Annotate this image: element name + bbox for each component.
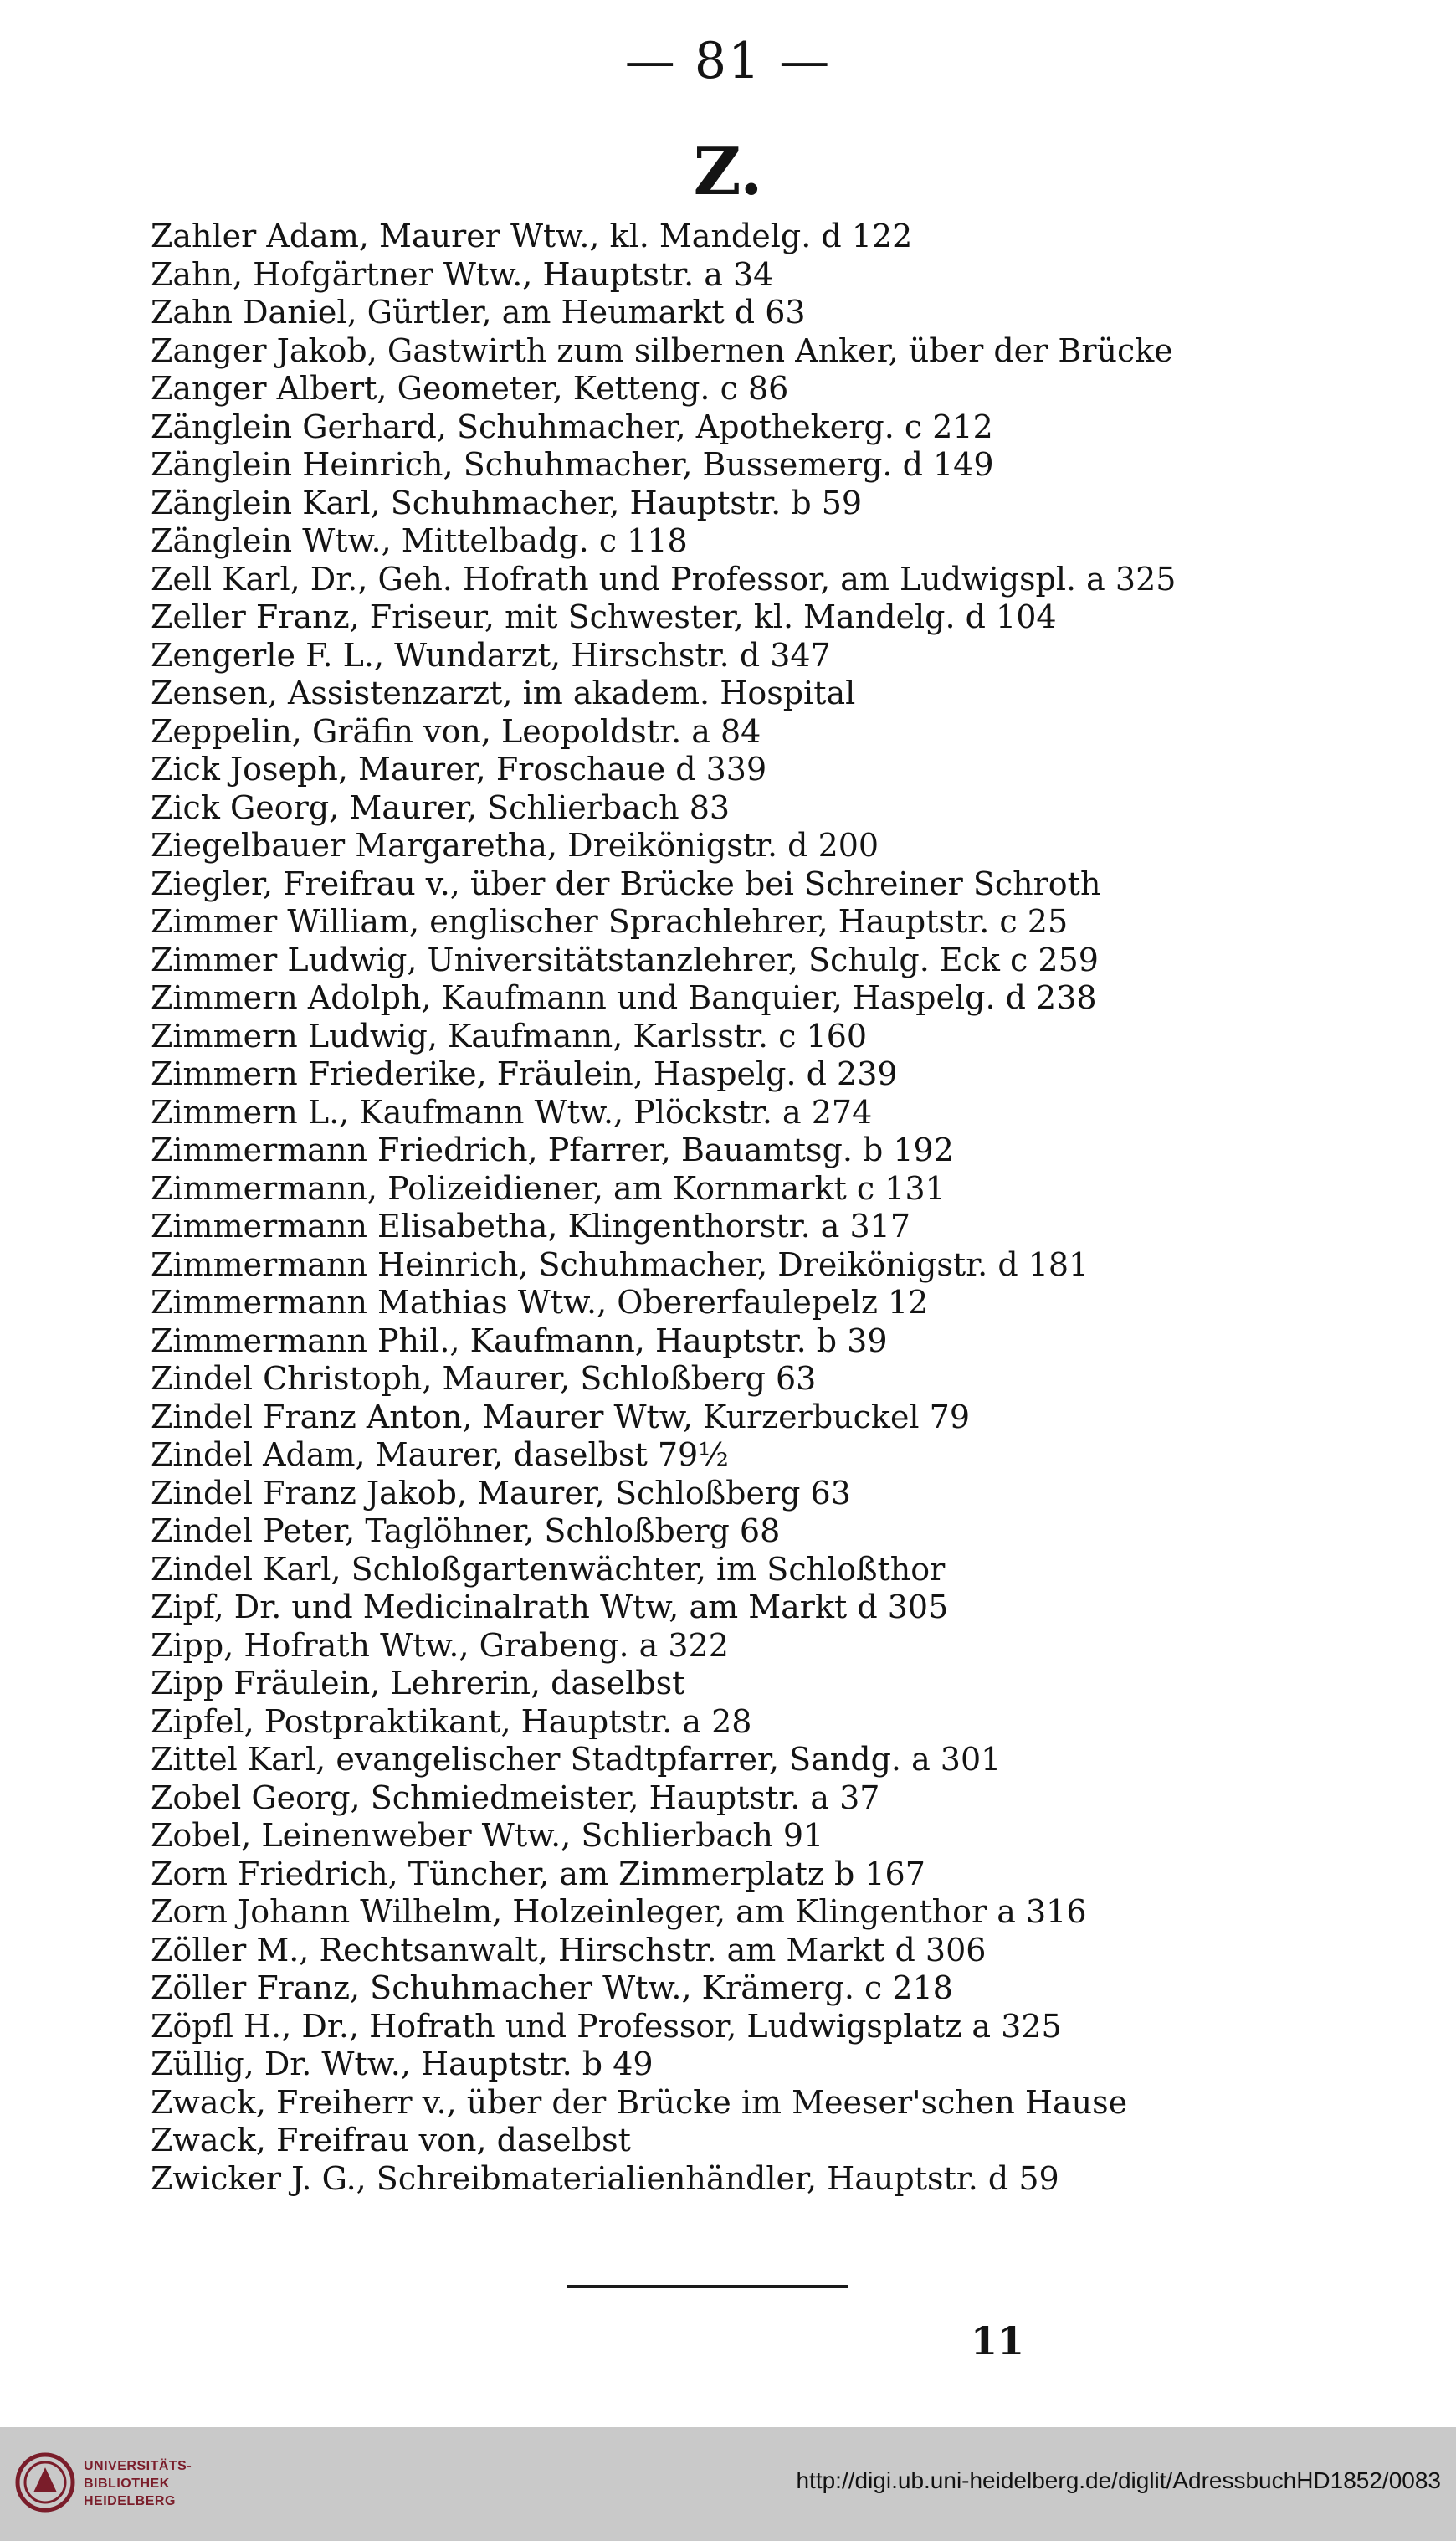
directory-entry: Zanger Albert, Geometer, Ketteng. c 86 <box>151 370 789 407</box>
directory-entry: Zobel Georg, Schmiedmeister, Hauptstr. a 37 <box>151 1779 880 1816</box>
directory-entry: Zeller Franz, Friseur, mit Schwester, kl. Mandelg. d 104 <box>151 598 1057 635</box>
directory-entry: Zimmern Friederike, Fräulein, Haspelg. d 239 <box>151 1055 898 1092</box>
directory-entry: Zindel Karl, Schloßgartenwächter, im Schloßthor <box>151 1550 946 1588</box>
directory-entry: Zimmer Ludwig, Universitätstanzlehrer, Schulg. Eck c 259 <box>151 941 1099 978</box>
directory-entry: Zänglein Heinrich, Schuhmacher, Bussemerg. d 149 <box>151 446 994 483</box>
directory-entry: Zindel Franz Anton, Maurer Wtw, Kurzerbuckel 79 <box>151 1398 971 1435</box>
directory-entry: Ziegelbauer Margaretha, Dreikönigstr. d 200 <box>151 827 879 864</box>
directory-entry: Zänglein Karl, Schuhmacher, Hauptstr. b 59 <box>151 484 863 521</box>
directory-entry: Zipf, Dr. und Medicinalrath Wtw, am Markt d 305 <box>151 1589 949 1625</box>
directory-entry: Zittel Karl, evangelischer Stadtpfarrer, Sandg. a 301 <box>151 1741 1002 1778</box>
directory-entry: Zipp, Hofrath Wtw., Grabeng. a 322 <box>151 1626 729 1664</box>
directory-entry: Zindel Franz Jakob, Maurer, Schloßberg 63 <box>151 1474 851 1512</box>
directory-entry: Zell Karl, Dr., Geh. Hofrath und Professor, am Ludwigspl. a 325 <box>151 560 1177 598</box>
directory-entry: Zipp Fräulein, Lehrerin, daselbst <box>151 1665 685 1702</box>
directory-entry: Zimmern Adolph, Kaufmann und Banquier, Haspelg. d 238 <box>151 979 1097 1016</box>
directory-entry: Zensen, Assistenzarzt, im akadem. Hospital <box>151 675 856 711</box>
directory-entry: Zimmer William, englischer Sprachlehrer, Hauptstr. c 25 <box>151 903 1069 940</box>
directory-entry: Zick Georg, Maurer, Schlierbach 83 <box>151 788 731 826</box>
directory-entry: Zahler Adam, Maurer Wtw., kl. Mandelg. d 122 <box>151 218 913 254</box>
directory-entry: Zöller M., Rechtsanwalt, Hirschstr. am Markt d 306 <box>151 1931 987 1969</box>
library-name-line: BIBLIOTHEK <box>84 2477 170 2491</box>
directory-entry: Zimmermann Heinrich, Schuhmacher, Dreikönigstr. d 181 <box>151 1245 1089 1283</box>
directory-entry-list <box>151 218 1289 2198</box>
separator-rule <box>567 2285 848 2288</box>
directory-entry: Zwack, Freiherr v., über der Brücke im Meeser'schen Hause <box>151 2083 1128 2121</box>
directory-entry: Zahn Daniel, Gürtler, am Heumarkt d 63 <box>151 294 806 331</box>
directory-entry: Zahn, Hofgärtner Wtw., Hauptstr. a 34 <box>151 255 774 293</box>
directory-entry: Zöpfl H., Dr., Hofrath und Professor, Ludwigsplatz a 325 <box>151 2007 1062 2045</box>
directory-entry: Züllig, Dr. Wtw., Hauptstr. b 49 <box>151 2046 654 2082</box>
digitization-footer <box>0 2427 1456 2541</box>
directory-entry: Zänglein Wtw., Mittelbadg. c 118 <box>151 522 688 559</box>
directory-entry: Zänglein Gerhard, Schuhmacher, Apothekerg. c 212 <box>151 408 993 445</box>
signature-mark: 11 <box>971 2318 1025 2364</box>
directory-entry: Ziegler, Freifrau v., über der Brücke bei Schreiner Schroth <box>151 865 1101 902</box>
library-name-line: HEIDELBERG <box>84 2494 176 2508</box>
directory-entry: Zimmermann Mathias Wtw., Obererfaulepelz 12 <box>151 1284 929 1321</box>
directory-entry: Zöller Franz, Schuhmacher Wtw., Krämerg. c 218 <box>151 1969 953 2006</box>
page-number: — 81 — <box>624 32 832 90</box>
directory-entry: Zimmermann Elisabetha, Klingenthorstr. a 317 <box>151 1208 910 1245</box>
section-letter: Z. <box>693 134 763 210</box>
directory-entry: Zimmern L., Kaufmann Wtw., Plöckstr. a 274 <box>151 1093 873 1131</box>
directory-entry: Zwack, Freifrau von, daselbst <box>151 2122 631 2159</box>
source-url-link[interactable]: http://digi.ub.uni-heidelberg.de/diglit/AdressbuchHD1852/0083 <box>796 2467 1441 2493</box>
directory-entry: Zimmermann Phil., Kaufmann, Hauptstr. b 39 <box>151 1322 888 1359</box>
directory-entry: Zick Joseph, Maurer, Froschaue d 339 <box>151 751 767 788</box>
directory-entry: Zobel, Leinenweber Wtw., Schlierbach 91 <box>151 1817 824 1854</box>
library-name-line: UNIVERSITÄTS- <box>84 2459 192 2473</box>
directory-entry: Zwicker J. G., Schreibmaterialienhändler, Hauptstr. d 59 <box>151 2159 1059 2197</box>
directory-entry: Zindel Adam, Maurer, daselbst 79½ <box>151 1436 730 1473</box>
directory-entry: Zorn Friedrich, Tüncher, am Zimmerplatz b 167 <box>151 1855 925 1892</box>
university-seal-icon <box>15 2452 75 2513</box>
directory-entry: Zanger Jakob, Gastwirth zum silbernen Anker, über der Brücke <box>151 331 1173 369</box>
directory-entry: Zimmermann Friedrich, Pfarrer, Bauamtsg. b 192 <box>151 1132 954 1168</box>
directory-entry: Zorn Johann Wilhelm, Holzeinleger, am Klingenthor a 316 <box>151 1893 1087 1930</box>
directory-entry: Zipfel, Postpraktikant, Hauptstr. a 28 <box>151 1702 752 1740</box>
directory-entry: Zimmermann, Polizeidiener, am Kornmarkt c 131 <box>151 1169 946 1207</box>
directory-entry: Zeppelin, Gräfin von, Leopoldstr. a 84 <box>151 712 761 750</box>
directory-entry: Zindel Christoph, Maurer, Schloßberg 63 <box>151 1360 817 1397</box>
directory-entry: Zimmern Ludwig, Kaufmann, Karlsstr. c 160 <box>151 1017 868 1055</box>
library-name <box>84 2457 192 2510</box>
directory-entry: Zindel Peter, Taglöhner, Schloßberg 68 <box>151 1512 781 1549</box>
directory-entry: Zengerle F. L., Wundarzt, Hirschstr. d 347 <box>151 636 831 674</box>
